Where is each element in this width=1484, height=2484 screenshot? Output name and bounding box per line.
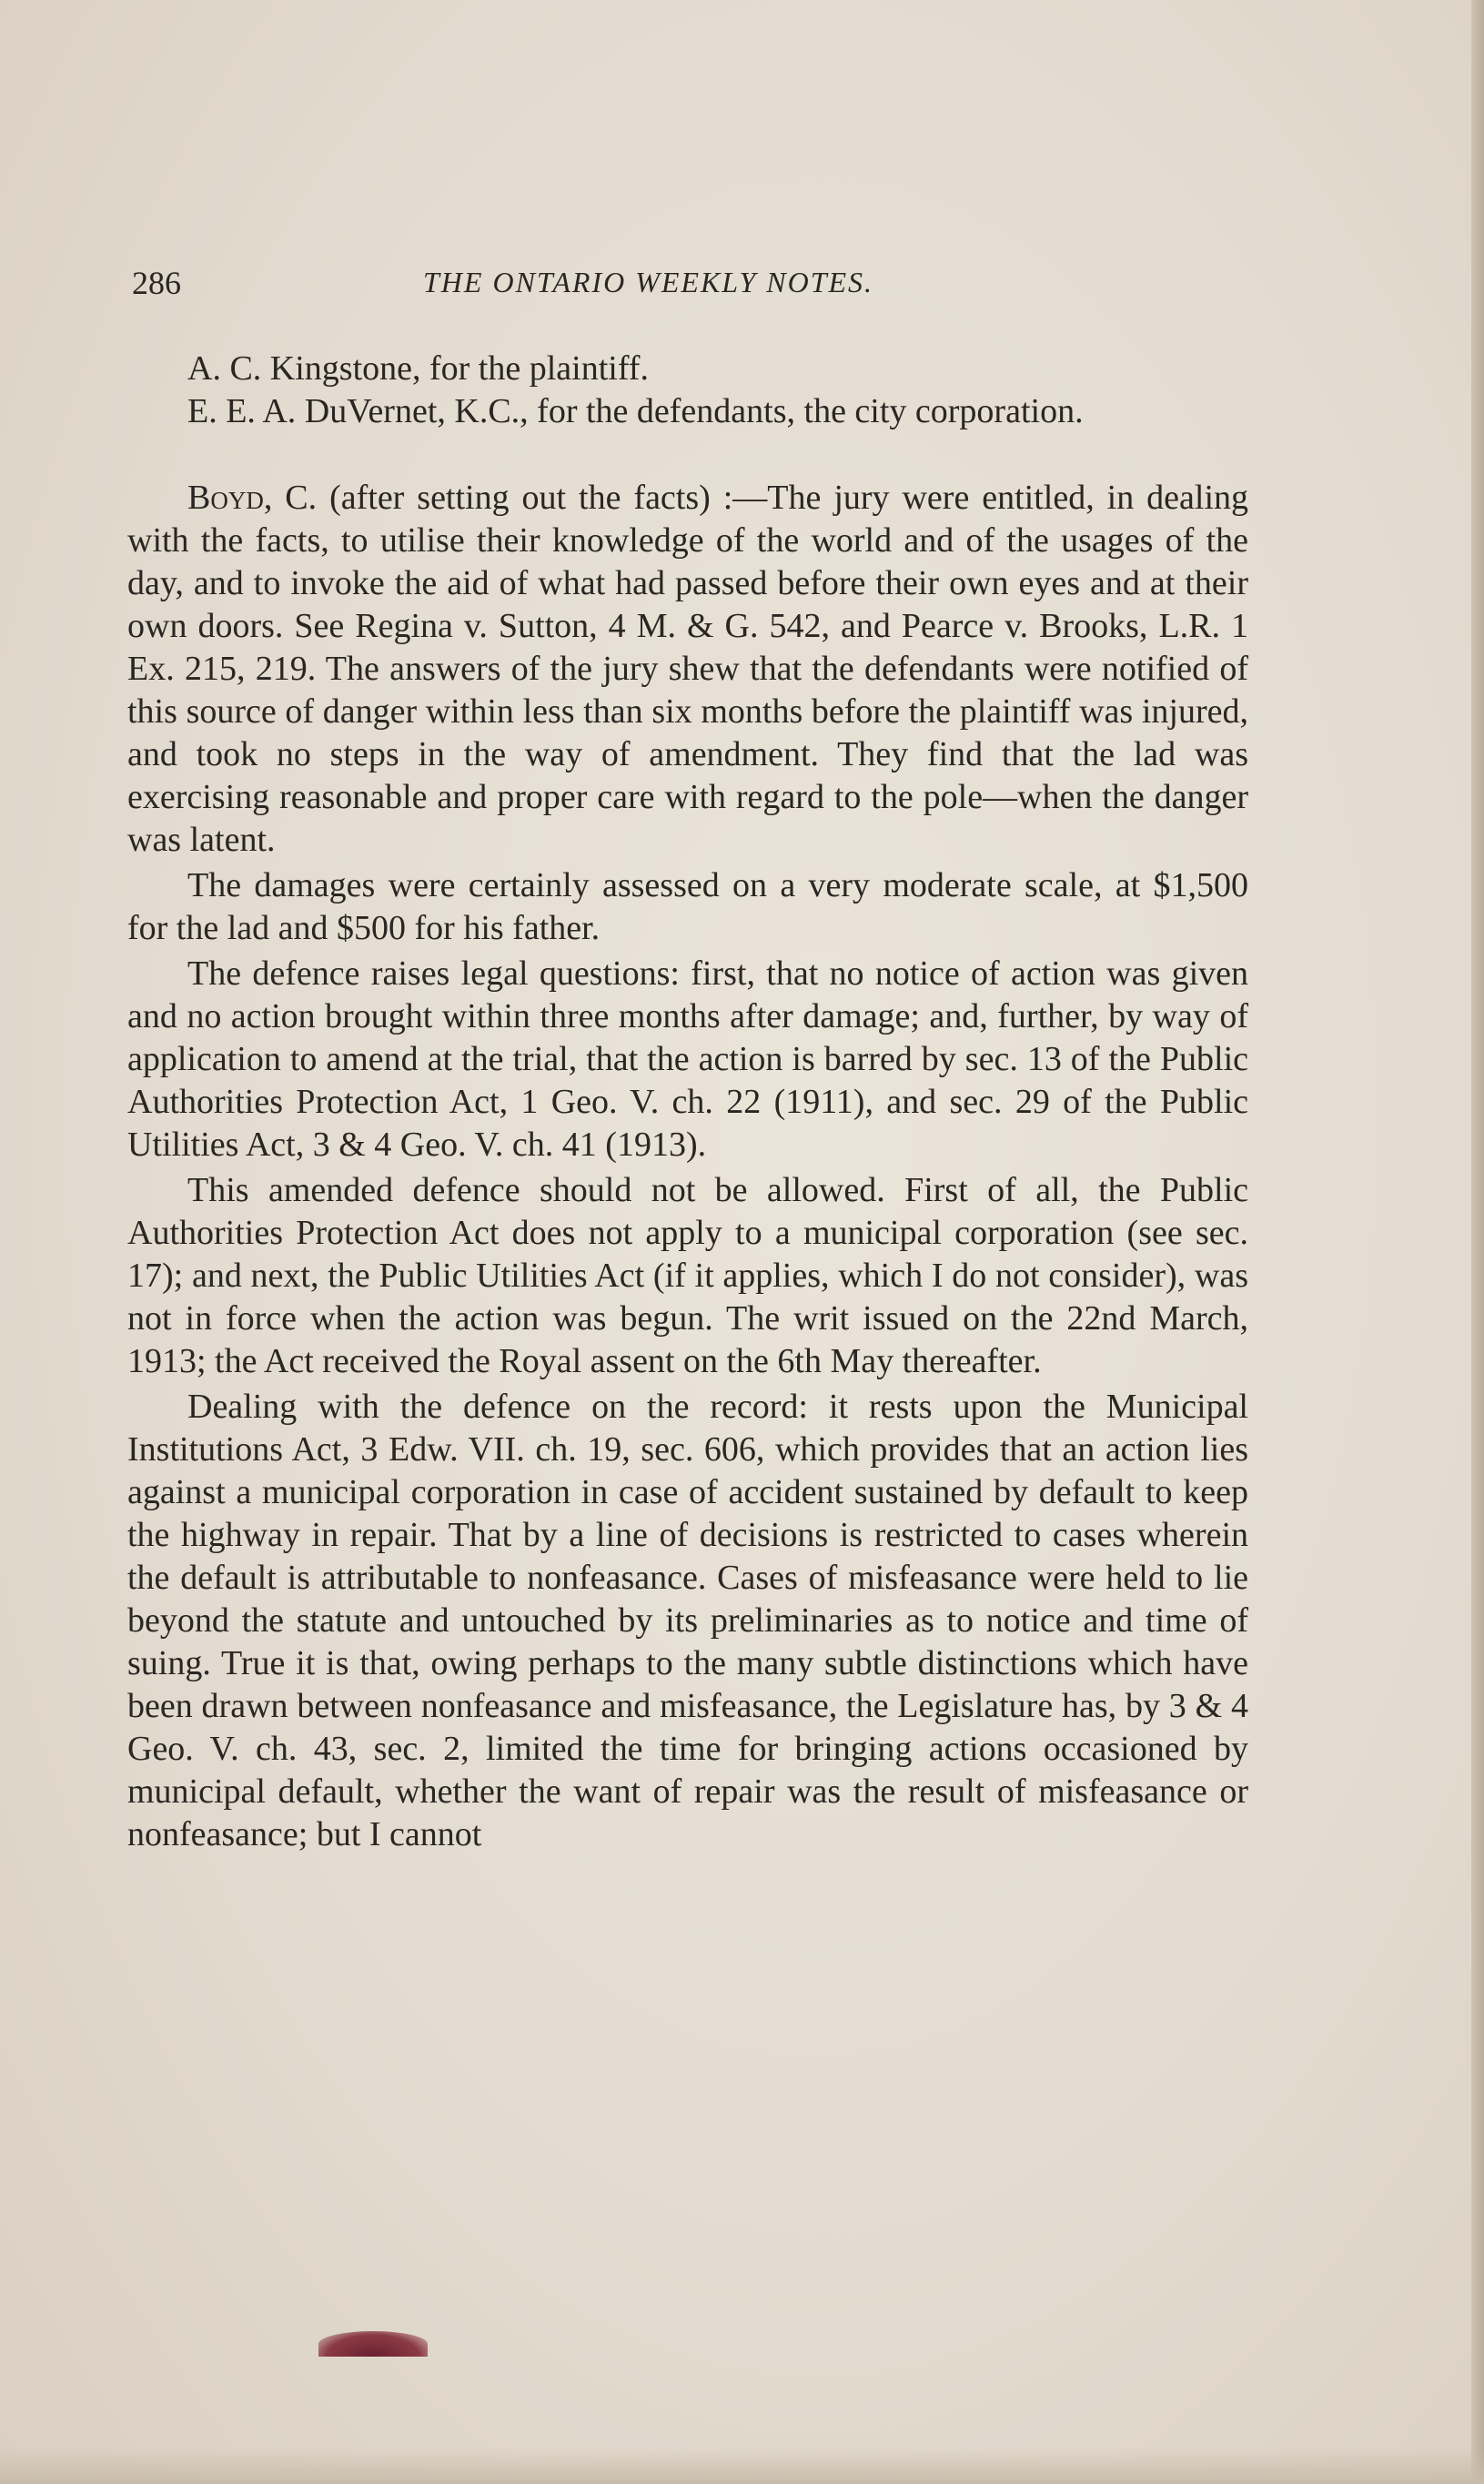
page-body (127, 348, 1248, 1856)
ink-stain (318, 2331, 428, 2357)
judge-name: Boyd, C. (187, 479, 318, 517)
page-edge (1471, 0, 1484, 2484)
page-number: 286 (132, 265, 181, 301)
judgment-paragraph-3: The defence raises legal questions: first, that no notice of action was given and no action brought within three months after damage; and, further, by way of application to amend at the trial, that the action is barred by sec. 13 of the Public Authorities Protection Act, 1 Geo. V. ch. 22 (1911), and sec. 29 of the Public Utilities Act, 3 & 4 Geo. V. ch. 41 (1913). (127, 954, 1248, 1164)
running-title: THE ONTARIO WEEKLY NOTES. (423, 266, 874, 298)
section-gap (127, 433, 1248, 477)
judgment-paragraph-2: The damages were certainly assessed on a very moderate scale, at $1,500 for the lad and $500 for his father. (127, 866, 1248, 947)
counsel-defendants: E. E. A. DuVernet, K.C., for the defendants, the city corporation. (187, 392, 1084, 430)
judgment-paragraph-1 (127, 477, 1248, 862)
judgment-paragraph-5: Dealing with the defence on the record: it rests upon the Municipal Institutions Act, 3 Edw. VII. ch. 19, sec. 606, which provides that an action lies against a municipal corporation in case of accident sustained by default to keep the highway in repair. That by a line of decisions is restricted to cases wherein the default is attributable to nonfeasance. Cases of misfeasance were held to lie beyond the statute and untouched by its preliminaries as to notice and time of suing. True it is that, owing perhaps to the many subtle distinctions which have been drawn between nonfeasance and misfeasance, the Legislature has, by 3 & 4 Geo. V. ch. 43, sec. 2, limited the time for bringing actions occasioned by municipal default, whether the want of repair was the result of misfeasance or nonfeasance; but I cannot (127, 1388, 1248, 1853)
judgment-paragraph-4: This amended defence should not be allowed. First of all, the Public Authorities Protection Act does not apply to a municipal corporation (see sec. 17); and next, the Public Utilities Act (if it applies, which I do not consider), was not in force when the action was begun. The writ issued on the 22nd March, 1913; the Act received the Royal assent on the 6th May thereafter. (127, 1171, 1248, 1380)
counsel-block (127, 348, 1248, 433)
paragraph-1-text: (after setting out the facts) :—The jury were entitled, in dealing with the facts, to utilise their knowledge of the world and of the usages of the day, and to invoke the aid of what had passed before their own eyes and at their own doors. See Regina v. Sutton, 4 M. & G. 542, and Pearce v. Brooks, L.R. 1 Ex. 215, 219. The answers of the jury shew that the defendants were notified of this source of danger within less than six months before the plaintiff was injured, and took no steps in the way of amendment. They find that the lad was exercising reasonable and proper care with regard to the pole—when the danger was latent. (127, 479, 1249, 859)
counsel-plaintiff: A. C. Kingstone, for the plaintiff. (187, 349, 649, 388)
page-header (132, 264, 1251, 300)
page-bottom-shadow (0, 2448, 1484, 2484)
